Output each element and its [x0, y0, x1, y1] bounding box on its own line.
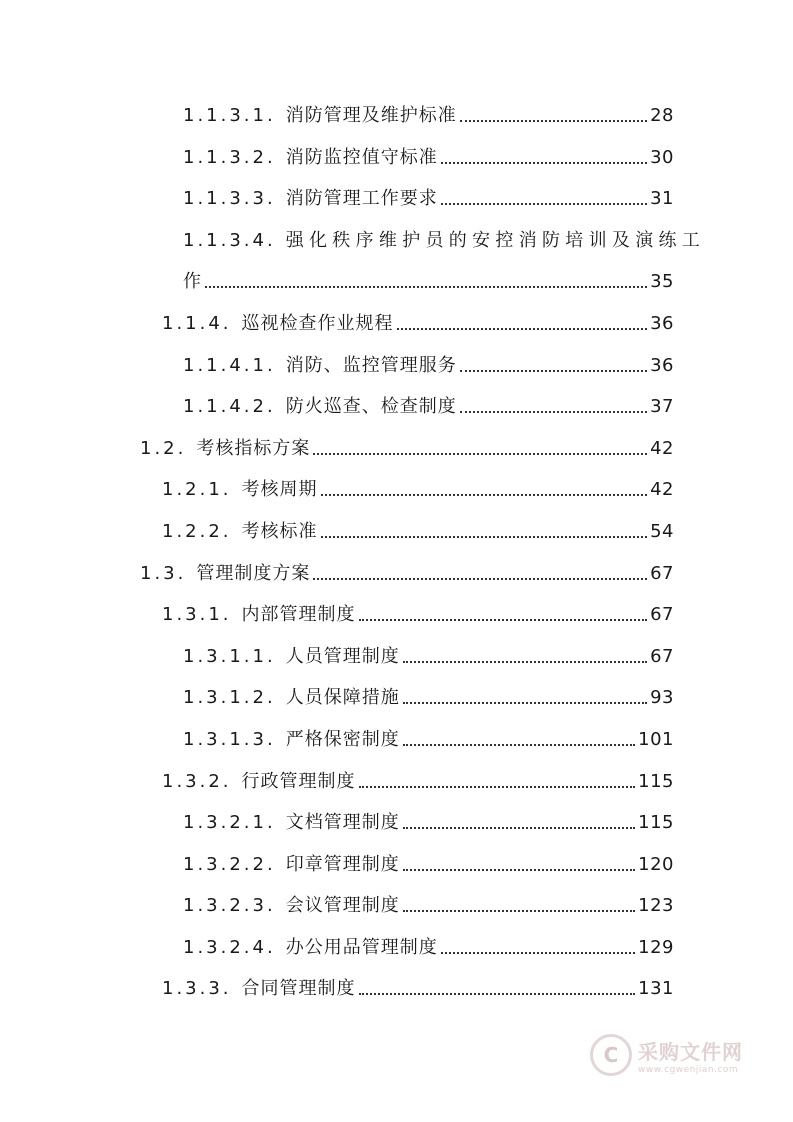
toc-entry[interactable]: [0, 429, 793, 471]
toc-entry-title: 会议管理制度: [285, 895, 400, 917]
toc-entry-number: 1.1.3.1.: [183, 105, 276, 126]
toc-entry-title: 人员保障措施: [285, 687, 400, 709]
toc-leader-dots: [403, 910, 635, 912]
toc-entry-page: 36: [650, 354, 674, 376]
toc-entry-page: 123: [638, 895, 674, 917]
toc-entry-title: 消防管理及维护标准: [285, 105, 457, 126]
toc-entry-page: 131: [638, 978, 674, 1000]
toc-leader-dots: [397, 328, 648, 330]
toc-entry[interactable]: [0, 262, 793, 304]
cg-logo-icon: C: [590, 1034, 632, 1076]
toc-entry-number: 1.3.1.2.: [183, 687, 276, 709]
toc-entry-title: 行政管理制度: [241, 770, 356, 792]
toc-entry-number: 1.3.2.1.: [183, 812, 276, 834]
toc-entry-title: 考核标准: [241, 520, 318, 542]
toc-entry-page: 30: [650, 146, 674, 168]
toc-entry-number: 1.3.1.3.: [183, 728, 276, 750]
toc-entry[interactable]: [0, 928, 793, 970]
toc-leader-dots: [321, 494, 648, 496]
toc-entry-number: 1.3.: [140, 562, 187, 584]
toc-leader-dots: [403, 827, 635, 829]
toc-entry[interactable]: [0, 387, 793, 429]
toc-leader-dots: [313, 578, 647, 580]
toc-entry-page: 67: [650, 604, 674, 626]
toc-entry-number: 1.3.1.1.: [183, 645, 276, 667]
toc-entry-number: 1.1.4.: [162, 312, 232, 334]
toc-leader-dots: [403, 744, 635, 746]
watermark-title: 采购文件网: [638, 1039, 743, 1064]
toc-entry-number: 1.1.3.4.: [183, 229, 276, 251]
toc-entry-number: 1.2.: [140, 437, 187, 459]
toc-entry[interactable]: [0, 969, 793, 1011]
toc-entry-number: 1.1.3.2.: [183, 146, 276, 168]
toc-leader-dots: [321, 536, 648, 538]
table-of-contents: [0, 96, 793, 1011]
toc-leader-dots: [460, 411, 647, 413]
toc-leader-dots: [359, 993, 636, 995]
toc-entry-number: 1.3.2.: [162, 770, 232, 792]
toc-entry-title: 严格保密制度: [285, 728, 400, 750]
toc-entry[interactable]: [0, 886, 793, 928]
toc-entry-page: 115: [638, 770, 674, 792]
toc-leader-dots: [441, 203, 647, 205]
toc-entry[interactable]: [0, 221, 793, 263]
toc-entry-title: 办公用品管理制度: [285, 936, 438, 958]
toc-entry[interactable]: [0, 845, 793, 887]
toc-entry-page: 67: [650, 645, 674, 667]
toc-entry[interactable]: [0, 554, 793, 596]
toc-entry-page: 35: [650, 271, 674, 293]
toc-entry-page: 129: [638, 936, 674, 958]
toc-leader-dots: [313, 453, 647, 455]
toc-entry-number: 1.3.2.4.: [183, 936, 276, 958]
toc-entry-number: 1.2.1.: [162, 479, 232, 501]
toc-entry-page: 54: [650, 520, 674, 542]
toc-entry-page: 67: [650, 562, 674, 584]
toc-entry-title: 巡视检查作业规程: [241, 312, 394, 334]
toc-entry-number: 1.3.2.2.: [183, 853, 276, 875]
toc-entry[interactable]: [0, 346, 793, 388]
toc-entry[interactable]: [0, 512, 793, 554]
toc-leader-dots: [205, 286, 647, 288]
toc-entry-title: 消防监控值守标准: [285, 146, 438, 168]
toc-entry-page: 37: [650, 396, 674, 418]
toc-entry-title: 内部管理制度: [241, 604, 356, 626]
toc-entry[interactable]: [0, 762, 793, 804]
toc-entry-title: 作: [183, 271, 202, 293]
toc-leader-dots: [441, 952, 635, 954]
toc-entry[interactable]: [0, 138, 793, 180]
toc-entry[interactable]: [0, 803, 793, 845]
toc-entry[interactable]: [0, 637, 793, 679]
toc-entry-page: 36: [650, 312, 674, 334]
toc-entry[interactable]: [0, 304, 793, 346]
toc-entry-title: 强化秩序维护员的安控消防培训及演练工: [285, 229, 706, 251]
toc-entry-page: 42: [650, 479, 674, 501]
toc-entry-title: 消防、监控管理服务: [285, 354, 457, 376]
toc-entry-title: 防火巡查、检查制度: [285, 396, 457, 418]
toc-leader-dots: [359, 619, 648, 621]
toc-entry-title: 考核周期: [241, 479, 318, 501]
watermark: [590, 1025, 750, 1085]
toc-entry-page: 42: [650, 437, 674, 459]
toc-entry[interactable]: [0, 720, 793, 762]
toc-leader-dots: [460, 370, 647, 372]
toc-entry[interactable]: [0, 595, 793, 637]
toc-leader-dots: [460, 120, 647, 122]
toc-entry-page: 28: [650, 105, 674, 126]
toc-leader-dots: [359, 786, 636, 788]
toc-entry-title: 文档管理制度: [285, 812, 400, 834]
toc-entry-page: 101: [638, 728, 674, 750]
toc-entry-number: 1.2.2.: [162, 520, 232, 542]
toc-entry-number: 1.1.4.2.: [183, 396, 276, 418]
toc-entry-page: 31: [650, 188, 674, 210]
watermark-url: www.cgwenjian.com: [638, 1064, 739, 1075]
toc-leader-dots: [441, 162, 647, 164]
toc-entry-number: 1.3.2.3.: [183, 895, 276, 917]
toc-entry-title: 合同管理制度: [241, 978, 356, 1000]
toc-entry-number: 1.3.3.: [162, 978, 232, 1000]
toc-entry-number: 1.1.3.3.: [183, 188, 276, 210]
toc-entry-title: 印章管理制度: [285, 853, 400, 875]
toc-entry-page: 93: [650, 687, 674, 709]
toc-entry-number: 1.3.1.: [162, 604, 232, 626]
toc-leader-dots: [403, 702, 647, 704]
toc-entry[interactable]: [0, 470, 793, 512]
toc-entry-page: 120: [638, 853, 674, 875]
toc-entry-page: 115: [638, 812, 674, 834]
toc-entry[interactable]: [0, 179, 793, 221]
toc-entry-title: 消防管理工作要求: [285, 188, 438, 210]
toc-entry-title: 考核指标方案: [196, 437, 311, 459]
toc-entry[interactable]: [0, 96, 793, 138]
toc-entry-title: 管理制度方案: [196, 562, 311, 584]
toc-entry-number: 1.1.4.1.: [183, 354, 276, 376]
toc-leader-dots: [403, 869, 635, 871]
toc-entry[interactable]: [0, 678, 793, 720]
toc-leader-dots: [403, 661, 647, 663]
toc-entry-title: 人员管理制度: [285, 645, 400, 667]
